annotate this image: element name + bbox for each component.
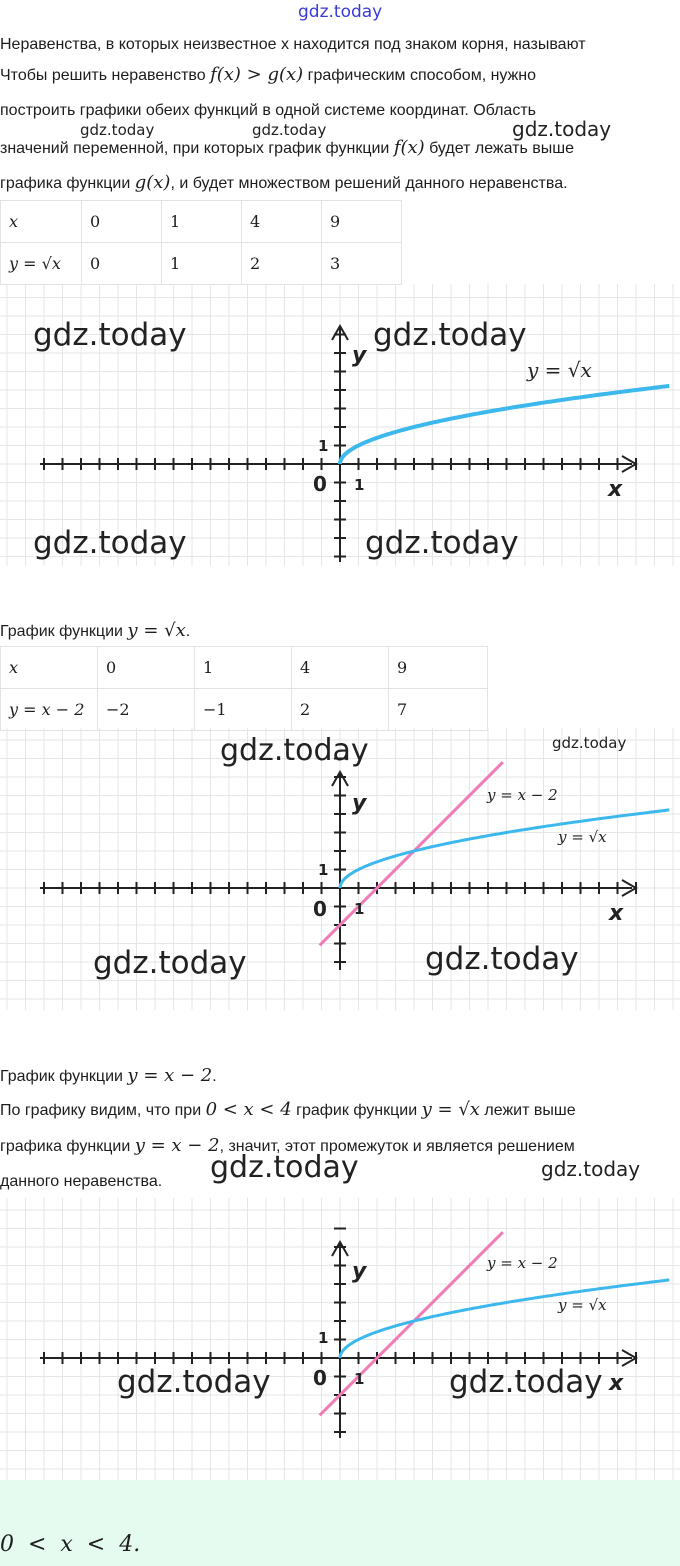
intro-line-2 — [0, 57, 680, 94]
watermark: gdz.today — [117, 1364, 271, 1400]
table-cell: 1 — [195, 647, 292, 689]
graph-both — [0, 728, 680, 1010]
graph-sqrt — [0, 284, 680, 566]
table-cell: 4 — [242, 201, 322, 243]
origin-label: 0 — [313, 897, 327, 921]
sqrt-math: y = √x — [421, 1099, 480, 1120]
line-label: y = x − 2 — [487, 786, 558, 804]
top-watermark: gdz.today — [298, 2, 383, 22]
watermark: gdz.today — [512, 117, 612, 141]
sqrt-curve-label: y = √x — [558, 1296, 607, 1314]
table-cell: 4 — [292, 647, 389, 689]
watermark: gdz.today — [365, 525, 519, 561]
x-axis-label: x — [608, 477, 623, 502]
caption-text: График функции — [0, 1068, 128, 1085]
table-cell: 0 — [82, 201, 162, 243]
unit-y-label: 1 — [318, 437, 329, 455]
intro-line-3: построить графики обеих функций в одной системе координат. Область — [0, 102, 536, 119]
intro-line-2-text-end: графическим способом, нужно — [303, 67, 537, 84]
table-cell: y = x − 2 — [1, 689, 98, 731]
line-y-x-minus-2 — [320, 762, 503, 945]
table-cell: 9 — [322, 201, 402, 243]
sqrt-curve-label: y = √x — [527, 358, 592, 382]
table-cell: −2 — [98, 689, 195, 731]
watermark: gdz.today — [541, 1157, 641, 1181]
intro-line-1: Неравенства, в которых неизвестное x находится под знаком корня, называют — [0, 36, 586, 53]
table-cell: x — [1, 201, 82, 243]
table-row — [1, 201, 402, 243]
line-label: y = x − 2 — [487, 1254, 558, 1272]
watermark: gdz.today — [33, 525, 187, 561]
table-cell: 7 — [389, 689, 488, 731]
conclusion-text: , значит, этот промежуток и является решением — [219, 1138, 575, 1155]
origin-label: 0 — [313, 472, 327, 496]
intro-line-4-text: значений переменной, при которых график функции — [0, 140, 394, 157]
caption-math: y = x − 2 — [127, 1065, 213, 1086]
intro-line-4-text-end: будет лежать выше — [424, 140, 575, 157]
watermark: gdz.today — [33, 317, 187, 353]
intro-line-5 — [0, 165, 680, 202]
caption-math: y = √x — [127, 620, 186, 641]
table-cell: 2 — [292, 689, 389, 731]
table-cell: y = √x — [1, 243, 82, 285]
table-cell: x — [1, 647, 98, 689]
line-math: y = x − 2 — [134, 1135, 220, 1156]
table-cell: 0 — [82, 243, 162, 285]
values-table-sqrt — [0, 200, 402, 285]
conclusion-text: график функции — [291, 1102, 422, 1119]
g-x-math: g(x) — [134, 172, 171, 193]
table-row — [1, 689, 488, 731]
f-x-math: f(x) — [393, 137, 425, 158]
origin-label: 0 — [313, 1366, 327, 1390]
unit-x-label: 1 — [354, 476, 365, 494]
table-cell: 9 — [389, 647, 488, 689]
conclusion-text: По графику видим, что при — [0, 1102, 206, 1119]
intro-line-5-text-end: , и будет множеством решений данного неравенства. — [170, 175, 568, 192]
unit-y-label: 1 — [318, 1329, 329, 1347]
watermark: gdz.today — [425, 941, 579, 977]
unit-x-label: 1 — [354, 900, 365, 918]
caption-text-end: . — [185, 623, 191, 640]
x-axis-label: x — [609, 1371, 624, 1396]
table-row — [1, 647, 488, 689]
caption-text-end: . — [212, 1068, 217, 1085]
conclusion-line-3: данного неравенства. — [0, 1173, 163, 1190]
graph-solution — [0, 1198, 680, 1480]
inequality-math: f(x) > g(x) — [210, 64, 304, 85]
table-cell: 1 — [162, 243, 242, 285]
unit-x-label: 1 — [354, 1370, 365, 1388]
caption-line — [0, 1058, 680, 1095]
watermark: gdz.today — [552, 734, 627, 752]
intro-line-5-text: графика функции — [0, 175, 135, 192]
table-cell: 0 — [98, 647, 195, 689]
y-axis-label: y — [352, 1259, 367, 1284]
intro-line-2-text: Чтобы решить неравенство — [0, 67, 211, 84]
interval-math: 0 < x < 4 — [205, 1099, 292, 1120]
table-cell: 3 — [322, 243, 402, 285]
conclusion-text: лежит выше — [479, 1102, 576, 1119]
caption-sqrt — [0, 613, 680, 650]
y-axis-label: y — [352, 343, 367, 368]
answer-text: 0 < x < 4. — [0, 1532, 141, 1557]
table-cell: −1 — [195, 689, 292, 731]
watermark: gdz.today — [80, 121, 155, 139]
watermark: gdz.today — [373, 317, 527, 353]
watermark: gdz.today — [210, 1150, 359, 1185]
watermark: gdz.today — [252, 121, 327, 139]
table-cell: 2 — [242, 243, 322, 285]
y-axis-label: y — [352, 791, 367, 816]
caption-text: График функции — [0, 623, 128, 640]
answer-box — [0, 1480, 680, 1566]
watermark: gdz.today — [93, 945, 247, 981]
values-table-line — [0, 646, 488, 731]
unit-y-label: 1 — [318, 861, 329, 879]
watermark: gdz.today — [220, 733, 369, 768]
table-cell: 1 — [162, 201, 242, 243]
sqrt-curve-label: y = √x — [558, 828, 607, 846]
conclusion-line-1 — [0, 1092, 680, 1129]
watermark: gdz.today — [449, 1364, 603, 1400]
table-row — [1, 243, 402, 285]
conclusion-text: графика функции — [0, 1138, 135, 1155]
x-axis-label: x — [609, 901, 624, 926]
sqrt-curve — [340, 386, 669, 464]
